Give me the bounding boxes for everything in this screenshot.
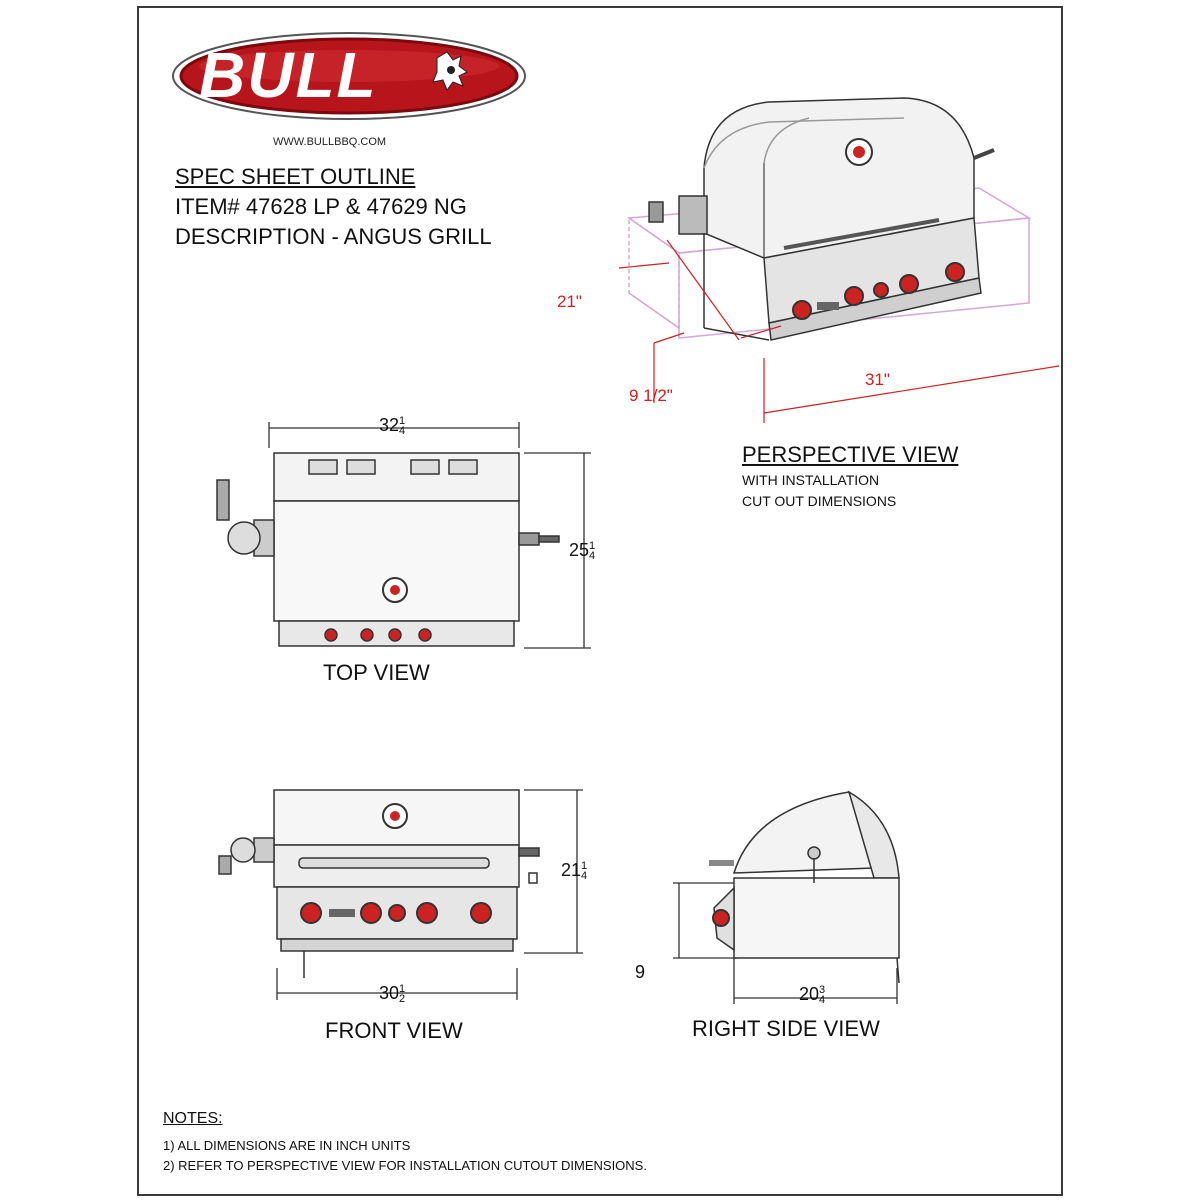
side-view-grill: [709, 792, 899, 983]
perspective-width-dim: 31": [865, 370, 890, 389]
perspective-depth-dim: 21": [557, 292, 582, 311]
note-1: 1) ALL DIMENSIONS ARE IN INCH UNITS: [163, 1138, 411, 1153]
perspective-subtitle-1: WITH INSTALLATION: [742, 472, 880, 488]
perspective-view-drawing: [519, 88, 1059, 428]
front-view-grill: [219, 790, 539, 978]
thermometer-icon: [846, 139, 872, 165]
spec-sheet: [137, 6, 1063, 1196]
description: DESCRIPTION - ANGUS GRILL: [175, 224, 492, 249]
logo-text: BULL: [199, 39, 378, 111]
perspective-view-title: PERSPECTIVE VIEW: [742, 442, 959, 467]
front-view-drawing: [199, 778, 599, 1008]
perspective-subtitle-2: CUT OUT DIMENSIONS: [742, 493, 897, 509]
note-2: 2) REFER TO PERSPECTIVE VIEW FOR INSTALLATION CUTOUT DIMENSIONS.: [163, 1158, 647, 1173]
side-view-knob-icon: [713, 910, 729, 926]
spec-title: SPEC SHEET OUTLINE: [175, 164, 416, 189]
top-view-title: TOP VIEW: [323, 660, 430, 685]
item-number: ITEM# 47628 LP & 47629 NG: [175, 194, 467, 219]
side-view-height-dim: 9: [635, 962, 646, 982]
top-view-depth-dim: 251 4: [569, 540, 596, 563]
notes-title: NOTES:: [163, 1110, 223, 1127]
right-side-view-title: RIGHT SIDE VIEW: [692, 1016, 880, 1041]
top-view-grill: [217, 453, 559, 646]
front-view-width-dim: 301 2: [379, 983, 406, 1006]
website-url: WWW.BULLBBQ.COM: [273, 136, 387, 148]
right-side-view-drawing: [659, 778, 919, 1008]
front-view-title: FRONT VIEW: [325, 1018, 463, 1043]
front-view-thermometer-icon: [383, 804, 407, 828]
front-view-height-dim: 211 4: [561, 860, 588, 883]
side-view-depth-dim: 203 4: [799, 984, 826, 1007]
top-view-thermometer-icon: [383, 578, 407, 602]
top-view-drawing: [199, 418, 619, 658]
top-view-width-dim: 321 4: [379, 415, 406, 438]
perspective-height-dim: 9 1/2": [629, 386, 673, 405]
